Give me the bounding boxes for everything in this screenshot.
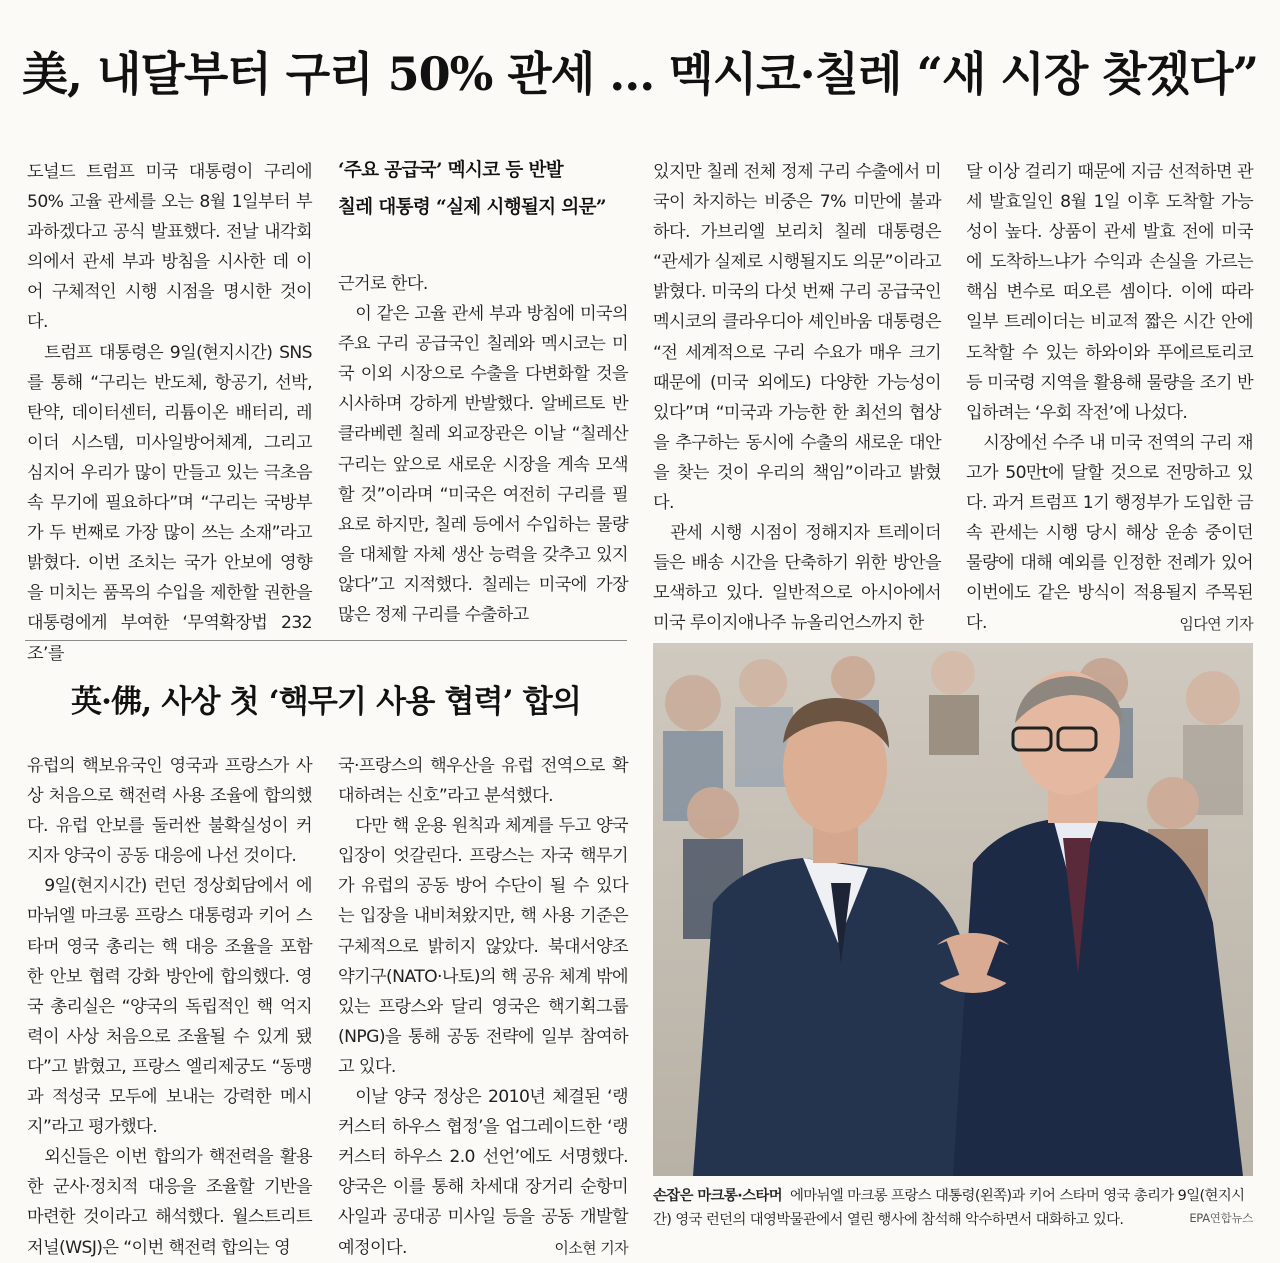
- article1-paragraph: 달 이상 걸리기 때문에 지금 선적하면 관세 발효일인 8월 1일 이후 도착할 가능성이 높다. 상품이 관세 발효 전에 미국에 도착하느냐가 수익과 손실을 가르는 핵심 변수로 떠오른 셈이다. 이에 따라 일부 트레이더는 비교적 짧은 시간 안에 도착할 수 있는 하와이와 푸에르토리코 등 미국령 지역을 활용해 물량을 조기 반입하려는 ‘우회 작전’에 나섰다.: [966, 162, 1253, 423]
- article1-column-4: [966, 157, 1253, 639]
- photo-caption-title: 손잡은 마크롱·스타머: [653, 1188, 782, 1204]
- article2-headline: 英·佛, 사상 첫 ‘핵무기 사용 협력’ 합의: [70, 684, 582, 720]
- article1-paragraph: 트럼프 대통령은 9일(현지시간) SNS를 통해 “구리는 반도체, 항공기, 선박, 탄약, 데이터센터, 리튬이온 배터리, 레이더 시스템, 미사일방어체계, 그리고 심지어 우리가 많이 만들고 있는 극초음속 무기에 필요하다”며 “구리는 국방부가 두 번째로 가장 많이 쓰는 소재”라고 밝혔다. 이번 조치는 국가 안보에 영향을 미치는 품목의 수입을 제한할 권한을 대통령에게 부여한 ‘무역확장법 232조’를: [27, 342, 312, 664]
- article1-byline: 임다연 기자: [1179, 614, 1253, 633]
- article1-subheadline-line: ‘주요 공급국’ 멕시코 등 반발: [338, 160, 564, 181]
- article2-column-2: [338, 751, 628, 1263]
- article2-paragraph: 국·프랑스의 핵우산을 유럽 전역으로 확대하려는 신호”라고 분석했다.: [338, 756, 628, 807]
- article2-column-1: [27, 751, 312, 1263]
- article1-paragraph: 관세 시행 시점이 정해지자 트레이더들은 배송 시간을 단축하기 위한 방안을 모색하고 있다. 일반적으로 아시아에서 미국 루이지애나주 뉴올리언스까지 한: [653, 523, 941, 634]
- article1-paragraph: 이 같은 고율 관세 부과 방침에 미국의 주요 구리 공급국인 칠레와 멕시코는 미국 이외 시장으로 수출을 다변화할 것을 시사하며 강하게 반발했다. 알베르토 반 클라베렌 칠레 외교장관은 이날 “칠레산 구리는 앞으로 새로운 시장을 계속 모색할 것”이라며 “미국은 여전히 구리를 필요로 하지만, 칠레 등에서 수입하는 물량을 대체할 자체 생산 능력을 갖추고 있지 않다”고 지적했다. 칠레는 미국에 가장 많은 정제 구리를 수출하고: [338, 304, 628, 626]
- photo-credit: EPA연합뉴스: [1189, 1211, 1253, 1225]
- article2-paragraph: 유럽의 핵보유국인 영국과 프랑스가 사상 처음으로 핵전력 사용 조율에 합의했다. 유럽 안보를 둘러싼 불확실성이 커지자 양국이 공동 대응에 나선 것이다.: [27, 756, 312, 867]
- article2-paragraph: 외신들은 이번 합의가 핵전력을 활용한 군사·정치적 대응을 조율할 기반을 마련한 것이라고 해석했다. 월스트리트저널(WSJ)은 “이번 핵전력 합의는 영: [27, 1147, 312, 1258]
- article1-paragraph: 있지만 칠레 전체 정제 구리 수출에서 미국이 차지하는 비중은 7% 미만에 불과하다. 가브리엘 보리치 칠레 대통령은 “관세가 실제로 시행될지도 의문”이라고 밝혔다. 미국의 다섯 번째 구리 공급국인 멕시코의 클라우디아 셰인바움 대통령은 “전 세계적으로 구리 수요가 매우 크기 때문에 (미국 외에도) 다양한 가능성이 있다”며 “미국과 가능한 한 최선의 협상을 추구하는 동시에 수출의 새로운 대안을 찾는 것이 우리의 책임”이라고 밝혔다.: [653, 162, 941, 514]
- article2-paragraph: 다만 핵 운용 원칙과 체계를 두고 양국 입장이 엇갈린다. 프랑스는 자국 핵무기가 유럽의 공동 방어 수단이 될 수 있다는 입장을 내비쳐왔지만, 핵 사용 기준은 구체적으로 밝히지 않았다. 북대서양조약기구(NATO·나토)의 핵 공유 체계 밖에 있는 프랑스와 달리 영국은 핵기획그룹(NPG)을 통해 공동 전략에 일부 참여하고 있다.: [338, 816, 628, 1077]
- photo-caption: [653, 1184, 1253, 1232]
- photo-illustration: [653, 643, 1253, 1176]
- section-divider: [25, 640, 627, 641]
- article2-paragraph: 9일(현지시간) 런던 정상회담에서 에마뉘엘 마크롱 프랑스 대통령과 키어 스타머 영국 총리는 핵 대응 조율을 포함한 안보 협력 강화 방안에 합의했다. 영국 총리실은 “양국의 독립적인 핵 억지력이 사상 처음으로 조율될 수 있게 됐다”고 밝혔고, 프랑스 엘리제궁도 “동맹과 적성국 모두에 보내는 강력한 메시지”라고 평가했다.: [27, 876, 312, 1138]
- article1-paragraph: 시장에선 수주 내 미국 전역의 구리 재고가 50만t에 달할 것으로 전망하고 있다. 과거 트럼프 1기 행정부가 도입한 금속 관세는 시행 당시 해상 운송 중이던 물량에 대해 예외를 인정한 전례가 있어 이번에도 같은 방식이 적용될지 주목된다.: [966, 432, 1253, 634]
- article1-column-3: [653, 157, 941, 639]
- article1-column-2: [338, 269, 628, 630]
- news-photo: [653, 643, 1253, 1176]
- article2-paragraph: 이날 양국 정상은 2010년 체결된 ‘랭커스터 하우스 협정’을 업그레이드한 ‘랭커스터 하우스 2.0 선언’에도 서명했다. 양국은 이를 통해 차세대 장거리 순항미사일과 공대공 미사일 등을 공동 개발할 예정이다.: [338, 1087, 628, 1258]
- article2-byline: 이소현 기자: [554, 1238, 628, 1257]
- photo-caption-text: 에마뉘엘 마크롱 프랑스 대통령(왼쪽)과 키어 스타머 영국 총리가 9일(현지시간) 영국 런던의 대영박물관에서 열린 행사에 참석해 악수하면서 대화하고 있다.: [653, 1188, 1245, 1228]
- article1-paragraph: 도널드 트럼프 미국 대통령이 구리에 50% 고율 관세를 오는 8월 1일부터 부과하겠다고 공식 발표했다. 전날 내각회의에서 관세 부과 방침을 시사한 데 이어 구체적인 시행 시점을 명시한 것이다.: [27, 162, 312, 333]
- article1-paragraph: 근거로 한다.: [338, 274, 428, 294]
- article1-headline: 美, 내달부터 구리 50% 관세 … 멕시코·칠레 “새 시장 찾겠다”: [21, 47, 1259, 101]
- article1-column-1: [27, 157, 312, 669]
- article1-subheadline-line: 칠레 대통령 “실제 시행될지 의문”: [338, 197, 606, 218]
- article1-subheadline: [338, 152, 638, 226]
